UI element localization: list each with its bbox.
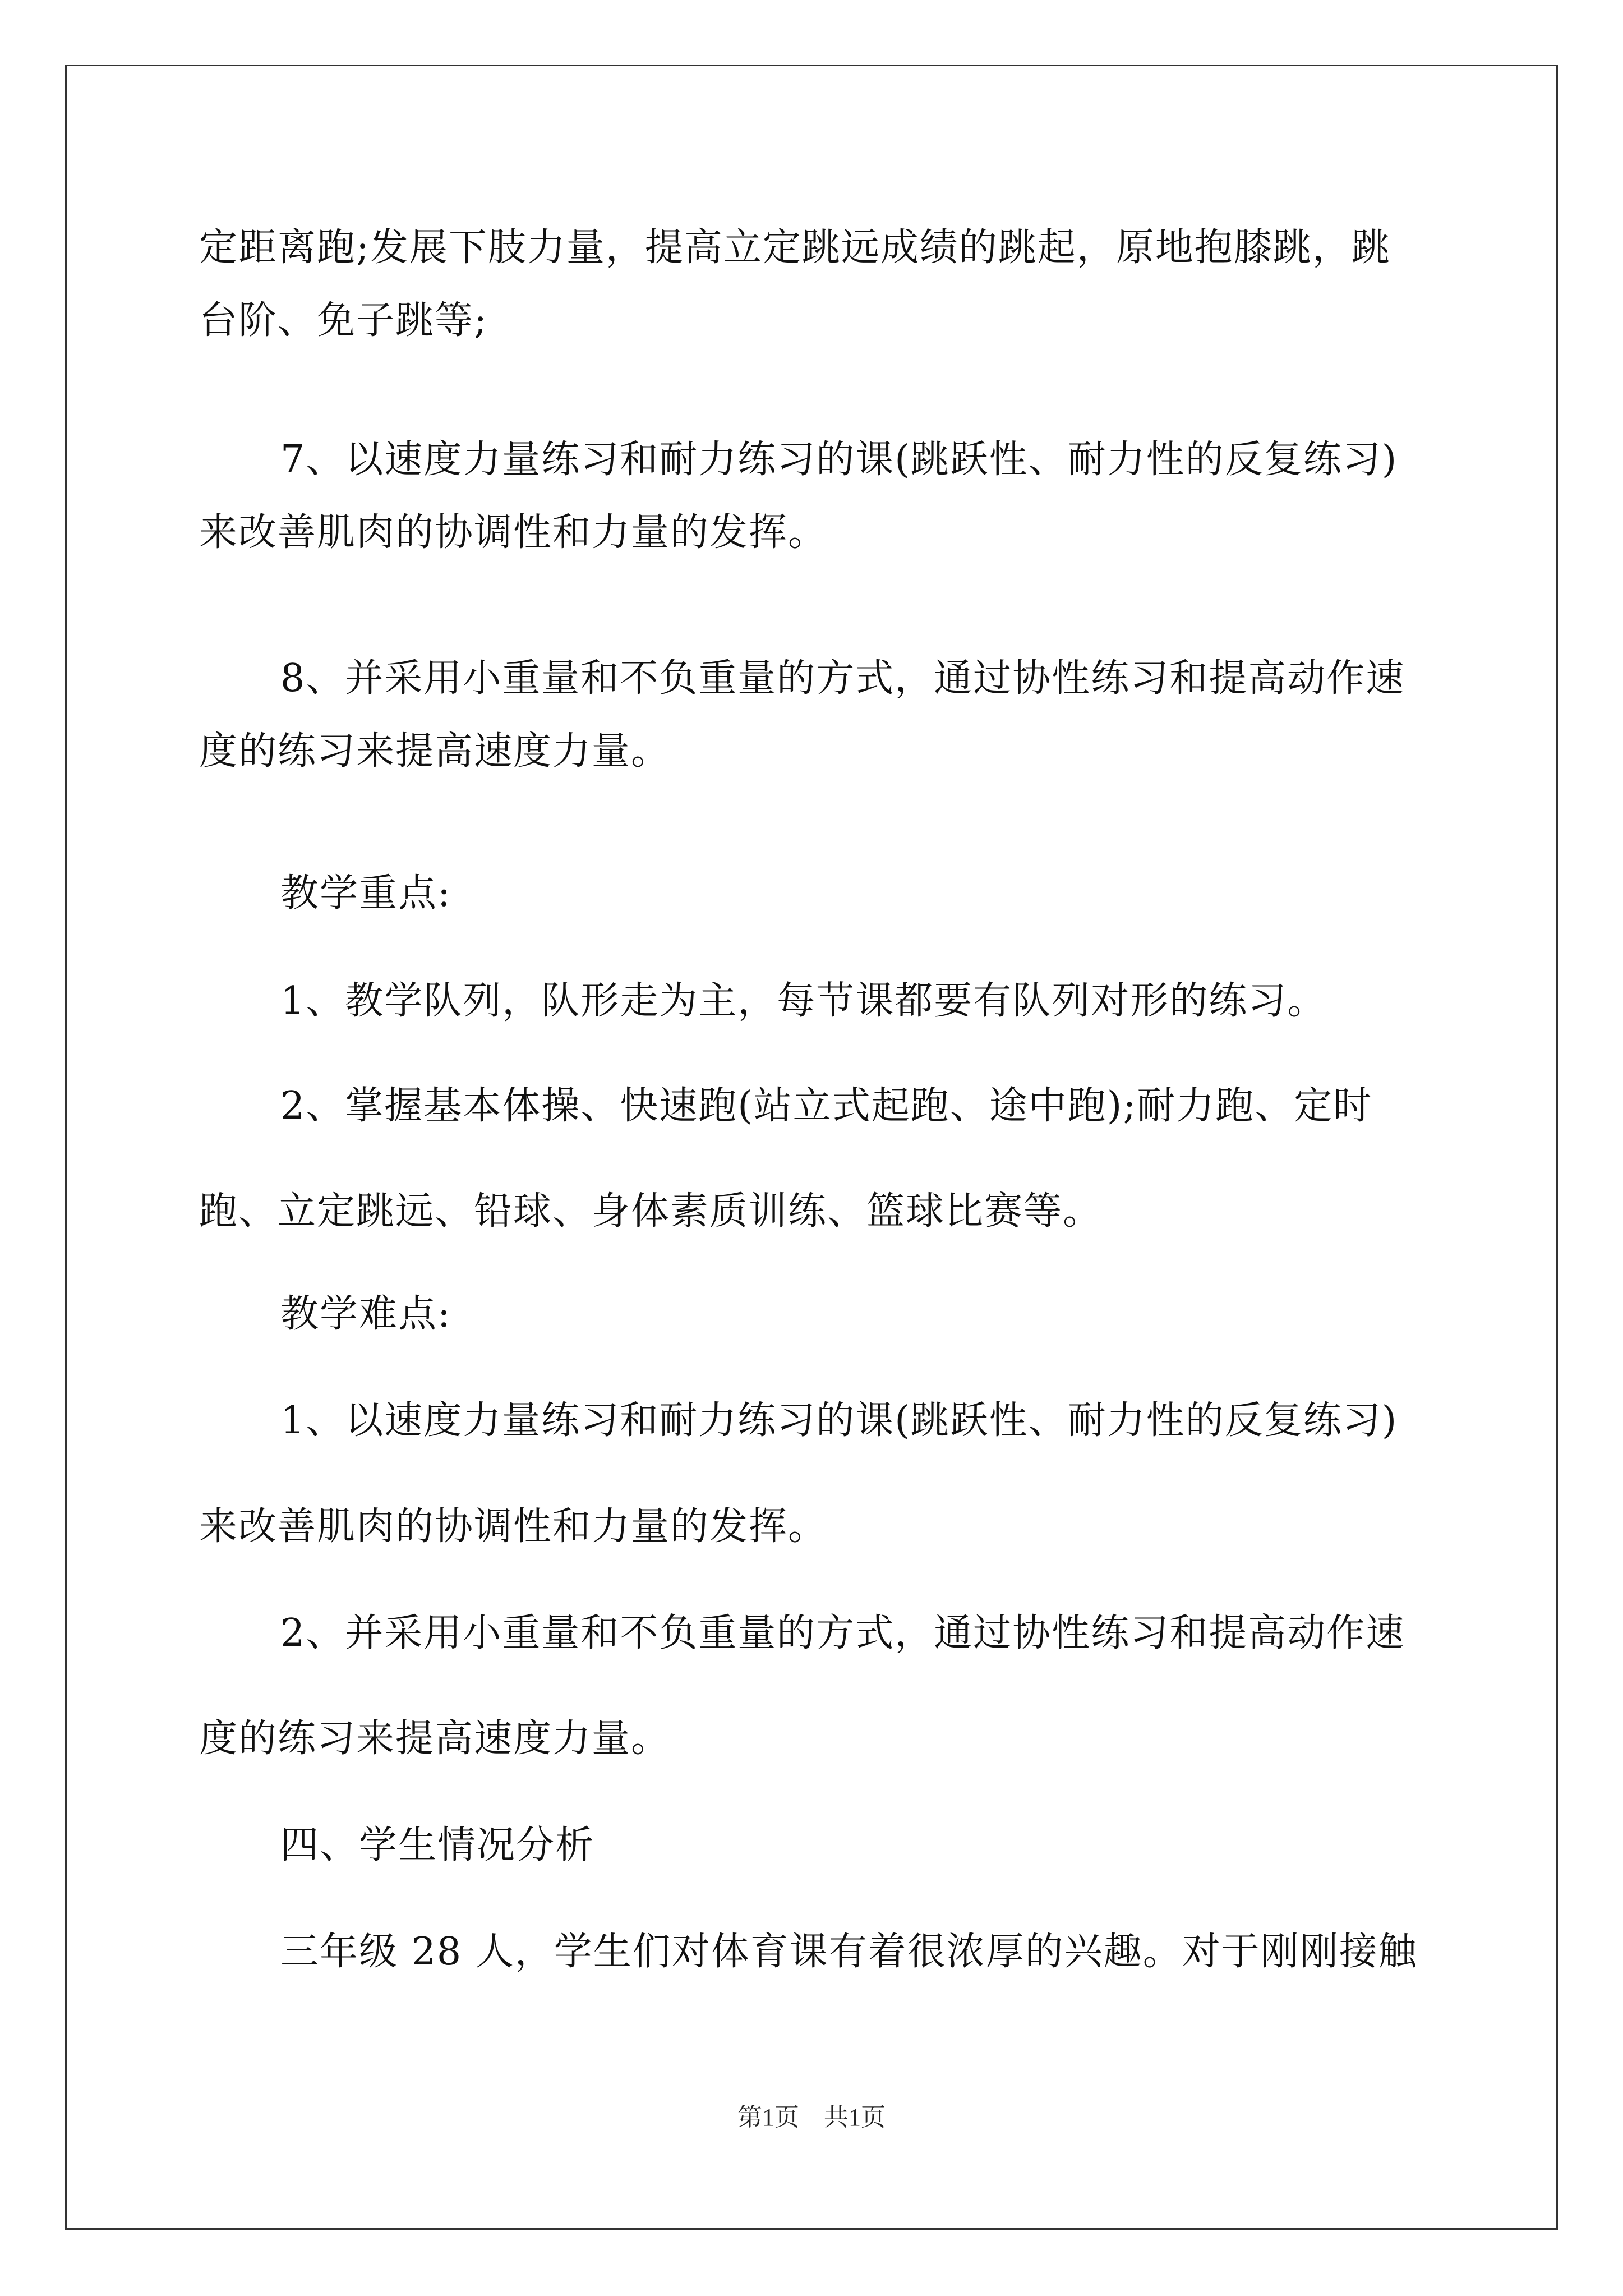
text-line: 8、并采用小重量和不负重量的方式，通过协性练习和提高动作速 (280, 656, 1405, 701)
text-line: 台阶、免子跳等; (199, 298, 488, 343)
page-footer: 第1页 共1页 (737, 2104, 886, 2131)
text-line: 度的练习来提高速度力量。 (199, 729, 671, 774)
section-heading: 四、学生情况分析 (280, 1823, 595, 1867)
text-line: 来改善肌肉的协调性和力量的发挥。 (199, 1504, 828, 1549)
text-line: 来改善肌肉的协调性和力量的发挥。 (199, 510, 828, 555)
text-line: 2、掌握基本体操、快速跑(站立式起跑、途中跑);耐力跑、定时 (280, 1084, 1373, 1128)
text-line: 1、教学队列，队形走为主，每节课都要有队列对形的练习。 (280, 979, 1327, 1023)
text-line: 定距离跑;发展下肢力量，提高立定跳远成绩的跳起，原地抱膝跳，跳 (199, 226, 1391, 270)
section-heading: 教学重点: (280, 871, 451, 915)
text-line: 7、以速度力量练习和耐力练习的课(跳跃性、耐力性的反复练习) (280, 438, 1398, 482)
text-line: 2、并采用小重量和不负重量的方式，通过协性练习和提高动作速 (280, 1611, 1405, 1655)
text-line: 跑、立定跳远、铅球、身体素质训练、篮球比赛等。 (199, 1189, 1103, 1234)
text-line: 三年级 28 人，学生们对体育课有着很浓厚的兴趣。对于刚刚接触 (280, 1930, 1418, 1974)
text-line: 度的练习来提高速度力量。 (199, 1717, 671, 1761)
text-line: 1、以速度力量练习和耐力练习的课(跳跃性、耐力性的反复练习) (280, 1398, 1398, 1443)
section-heading: 教学难点: (280, 1292, 451, 1336)
page-border (65, 65, 1558, 2230)
